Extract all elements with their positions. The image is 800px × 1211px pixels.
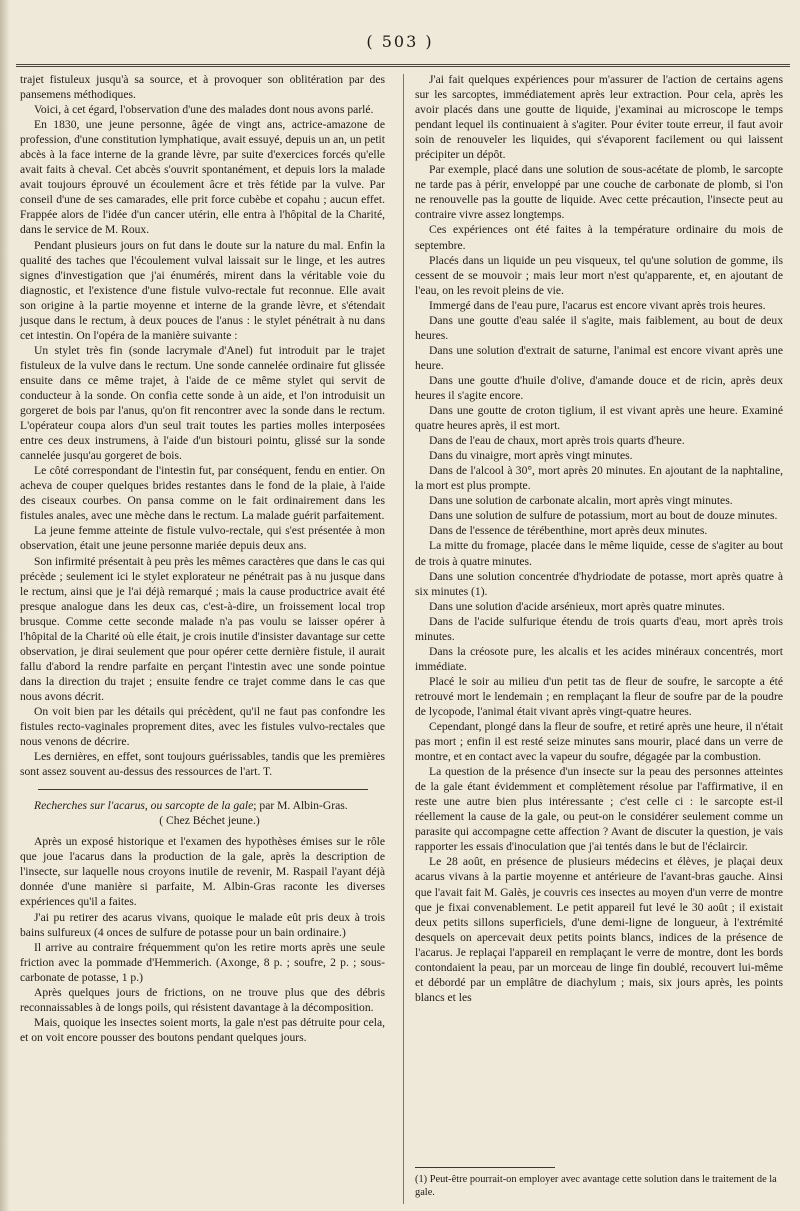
header-rule [16,64,790,67]
paragraph: La question de la présence d'un insecte sur la peau des personnes atteintes de la gale étant évidemment et complètement résolue par l'affirmative, il en reste une autre bien plus intéressante ; c'est celle ci : le sarcopte est-il réellement la cause de la gale, ou peut-on le considérer seulement comme un parasite qui accompagne cette affection ? Avant de discuter la question, je vais rapporter les essais d'inoculation que j'ai tentés dans le but de l'éclaircir. [415,765,783,854]
paragraph: Dans une solution de sulfure de potassium, mort au bout de douze minutes. [429,509,778,523]
footnote: (1) Peut-être pourrait-on employer avec avantage cette solution dans le traitement de la gale. [415,1174,777,1198]
paragraph: Dans une solution concentrée d'hydriodate de potasse, mort après quatre à six minutes (1). [415,569,783,598]
review-publisher: ( Chez Béchet jeune.) [159,814,260,828]
page-number: ( 503 ) [366,32,434,51]
paragraph: Cependant, plongé dans la fleur de soufre, et retiré après une heure, il n'était pas mort ; enfin il est resté seize minutes sans mourir, placé dans un verre de montre, et en contact avec la vapeur du soufre, dégagée par la combustion. [415,720,783,764]
paragraph: On voit bien par les détails qui précèdent, qu'il ne faut pas confondre les fistules recto-vaginales proprement dites, avec les fistules vulvo-rectales que nous venons de décrire. [20,704,385,749]
column-divider [403,74,404,1204]
paragraph: Un stylet très fin (sonde lacrymale d'Anel) fut introduit par le trajet fistuleux de la vulve dans le rectum. Une sonde cannelée ordinaire fut glissée ensuite dans ce même trajet, à l'aide de ce même stylet qui servit de conducteur à la sonde. On confia cette sonde à un aide, et l'on introduisit un gorgeret de bois par l'anus, qu'on fit rencontrer avec la sonde dans le rectum. L'opérateur coupa alors d'un seul trait toutes les parties molles interposées entre ces deux instrumens, à l'aide d'un bistouri pointu, glissé sur la sonde cannelée jusqu'au gorgeret de bois. [20,343,385,463]
paragraph: J'ai fait quelques expériences pour m'assurer de l'action de certains agens sur les sarcoptes, immédiatement après leur extraction. Pour cela, après les avoir placés dans une goutte de liquide, j'examinai au microscope le temps pendant lequel ils continuaient à s'agiter. Pour éviter toute erreur, il faut avoir soin de renouveler les liquides, qui s'évaporent facilement ou qui laissent précipiter un dépôt. [415,73,783,162]
paragraph: Dans de l'eau de chaux, mort après trois quarts d'heure. [429,434,685,448]
paragraph: Immergé dans de l'eau pure, l'acarus est encore vivant après trois heures. [429,298,766,312]
page-spine-shadow [0,0,10,1211]
paragraph: En 1830, une jeune personne, âgée de vingt ans, actrice-amazone de profession, d'une constitution lymphatique, avait essuyé, depuis un an, un petit abcès à la face interne de la grande lèvre, par suite d'exercices forcés qu'elle avait faits à cheval. Cet abcès s'ouvrit spontanément, et depuis lors la malade avait toujours éprouvé un écoulement âcre et très fétide par la vulve. Par conseil d'une de ses camarades, elle prit force cubèbe et copahu ; aucun effet. Frappée alors de l'idée d'un cancer utérin, elle entra à l'hôpital de la Charité, dans le service de M. Roux. [20,118,385,237]
paragraph: Ces expériences ont été faites à la température ordinaire du mois de septembre. [415,223,783,252]
review-title: Recherches sur l'acarus, ou sarcopte de la gale [34,799,254,813]
paragraph: Dans une solution d'acide arsénieux, mort après quatre minutes. [429,599,725,613]
paragraph: Placés dans un liquide un peu visqueux, tel qu'une solution de gomme, ils cessent de se mouvoir ; mais leur mort n'est qu'apparente, et, en ajoutant de l'eau, on les revoit pleins de vie. [415,253,783,297]
paragraph: Il arrive au contraire fréquemment qu'on les retire morts après une seule friction avec la pommade d'Hemmerich. (Axonge, 8 p. ; soufre, 2 p. ; sous-carbonate de potasse, 1 p.) [20,940,385,984]
paragraph: Mais, quoique les insectes soient morts, la gale n'est pas détruite pour cela, et on voit encore pousser des boutons pendant quelques jours. [20,1015,385,1044]
paragraph: Le côté correspondant de l'intestin fut, par conséquent, fendu en entier. On acheva de couper quelques brides restantes dans le fond de la plaie, à l'aide des ciseaux courbes. On pansa comme on le fait ordinairement dans les fistules anales, avec une mèche dans le rectum. La malade guérit parfaitement. [20,464,385,523]
paragraph: Dans une solution d'extrait de saturne, l'animal est encore vivant après une heure. [415,343,783,372]
right-column [415,72,783,1005]
paragraph: Dans de l'alcool à 30°, mort après 20 minutes. En ajoutant de la naphtaline, la mort est plus prompte. [415,464,783,493]
paragraph: Voici, à cet égard, l'observation d'une des malades dont nous avons parlé. [34,103,374,117]
paragraph: Dans de l'acide sulfurique étendu de trois quarts d'eau, mort après trois minutes. [415,614,783,643]
left-column [20,72,385,1045]
paragraph: J'ai pu retirer des acarus vivans, quoique le malade eût pris deux à trois bains sulfureux (4 onces de sulfure de potasse pour un bain ordinaire.) [20,910,385,939]
section-separator [38,789,368,790]
paragraph: Le 28 août, en présence de plusieurs médecins et élèves, je plaçai deux acarus vivans à la partie moyenne et antérieure de l'avant-bras gauche. Ainsi que l'avait fait M. Galès, je couvris ces insectes au moyen d'un verre de montre que je fixai convenablement. Le petit appareil fut levé le 30 août ; il existait deux petits sillons superficiels, d'une demi-ligne de longueur, à l'extrémité desquels on apercevait deux petits points blancs, indices de la présence de l'acarus. Je replaçai l'appareil en remplaçant le verre de montre, dont les bords contondaient la peau, par un morceau de linge fin doublé, recouvert lui-même et débordé par un emplâtre de diachylum ; mais, six jours après, les points blancs et les [415,855,783,1004]
paragraph: Placé le soir au milieu d'un petit tas de fleur de soufre, le sarcopte a été retrouvé mort le lendemain ; en remplaçant la fleur de soufre par de la poudre de lycopode, l'animal était vivant après vingt-quatre heures. [415,674,783,718]
paragraph: La mitte du fromage, placée dans le même liquide, cesse de s'agiter au bout de trois à quatre minutes. [415,539,783,568]
paragraph: Dans de l'essence de térébenthine, mort après deux minutes. [429,524,708,538]
paragraph: Son infirmité présentait à peu près les mêmes caractères que dans le cas qui précède ; seulement ici le stylet explorateur ne pénétrait pas à nu jusque dans le rectum, ainsi que je l'ai déjà remarqué ; mais la cause productrice avait été presque analogue dans les deux cas, c'est-à-dire, un froissement local trop brusque. Comme cette seconde malade n'a pas voulu se laisser opérer à l'hôpital de la Charité où elle était, je crois inutile d'insister davantage sur cette observation, je dirai seulement que pour opérer cette dernière fistule, il aurait fallu d'abord la rendre parfaite en perçant l'intestin avec une sonde pointue dans la direction du trajet ; ensuite fendre ce trajet comme dans le cas que nous avons décrit. [20,554,385,703]
paragraph: Dans une solution de carbonate alcalin, mort après vingt minutes. [429,494,733,508]
paragraph: trajet fistuleux jusqu'à sa source, et à provoquer son oblitération par des pansemens méthodiques. [20,73,385,102]
paragraph: Dans du vinaigre, mort après vingt minutes. [429,449,633,463]
paragraph: Par exemple, placé dans une solution de sous-acétate de plomb, le sarcopte ne tarde pas à périr, enveloppé par une couche de carbonate de plomb, si l'on ne renouvelle pas la goutte de liquide. Avec cette précaution, l'insecte peut au contraire vivre assez longtemps. [415,163,783,222]
footnote-rule [415,1167,555,1168]
paragraph: Après un exposé historique et l'examen des hypothèses émises sur le rôle que joue l'acarus dans la production de la gale, après la description de l'insecte, sur laquelle nous croyons inutile de revenir, M. Raspail l'ayant déjà donnée d'une manière si parfaite, M. Albin-Gras raconte les diverses expériences qu'il a faites. [20,835,385,909]
paragraph: Dans une goutte d'huile d'olive, d'amande douce et de ricin, après deux heures il s'agite encore. [415,373,783,402]
paragraph: Dans une goutte d'eau salée il s'agite, mais faiblement, au bout de deux heures. [415,313,783,342]
paragraph: Les dernières, en effet, sont toujours guérissables, tandis que les premières sont assez souvent au-dessus des ressources de l'art. T. [20,750,385,779]
review-author: ; par M. Albin-Gras. [253,799,348,813]
paragraph: La jeune femme atteinte de fistule vulvo-rectale, qui s'est présentée à mon observation, était une jeune personne mariée depuis deux ans. [20,524,385,553]
paragraph: Dans une goutte de croton tiglium, il est vivant après une heure. Examiné quatre heures après, il est mort. [415,404,783,433]
paragraph: Pendant plusieurs jours on fut dans le doute sur la nature du mal. Enfin la qualité des taches que l'écoulement vulval laissait sur le linge, et les autres signes d'investigation que j'ai énumérés, mirent dans la véritable voie du diagnostic, et l'existence d'une fistule vulvo-rectale fut reconnue. Elle avait son origine à la partie moyenne et interne de la grande lèvre, et s'étendait jusque dans le rectum, à deux pouces de l'anus : le stylet pénétrait à nu dans cet intestin. On l'opéra de la manière suivante : [20,238,385,342]
paragraph: Dans la créosote pure, les alcalis et les acides minéraux concentrés, mort immédiate. [415,644,783,673]
paragraph: Après quelques jours de frictions, on ne trouve plus que des débris reconnaissables à de longs poils, qui résistent davantage à la décomposition. [20,985,385,1014]
review-heading [20,798,385,813]
